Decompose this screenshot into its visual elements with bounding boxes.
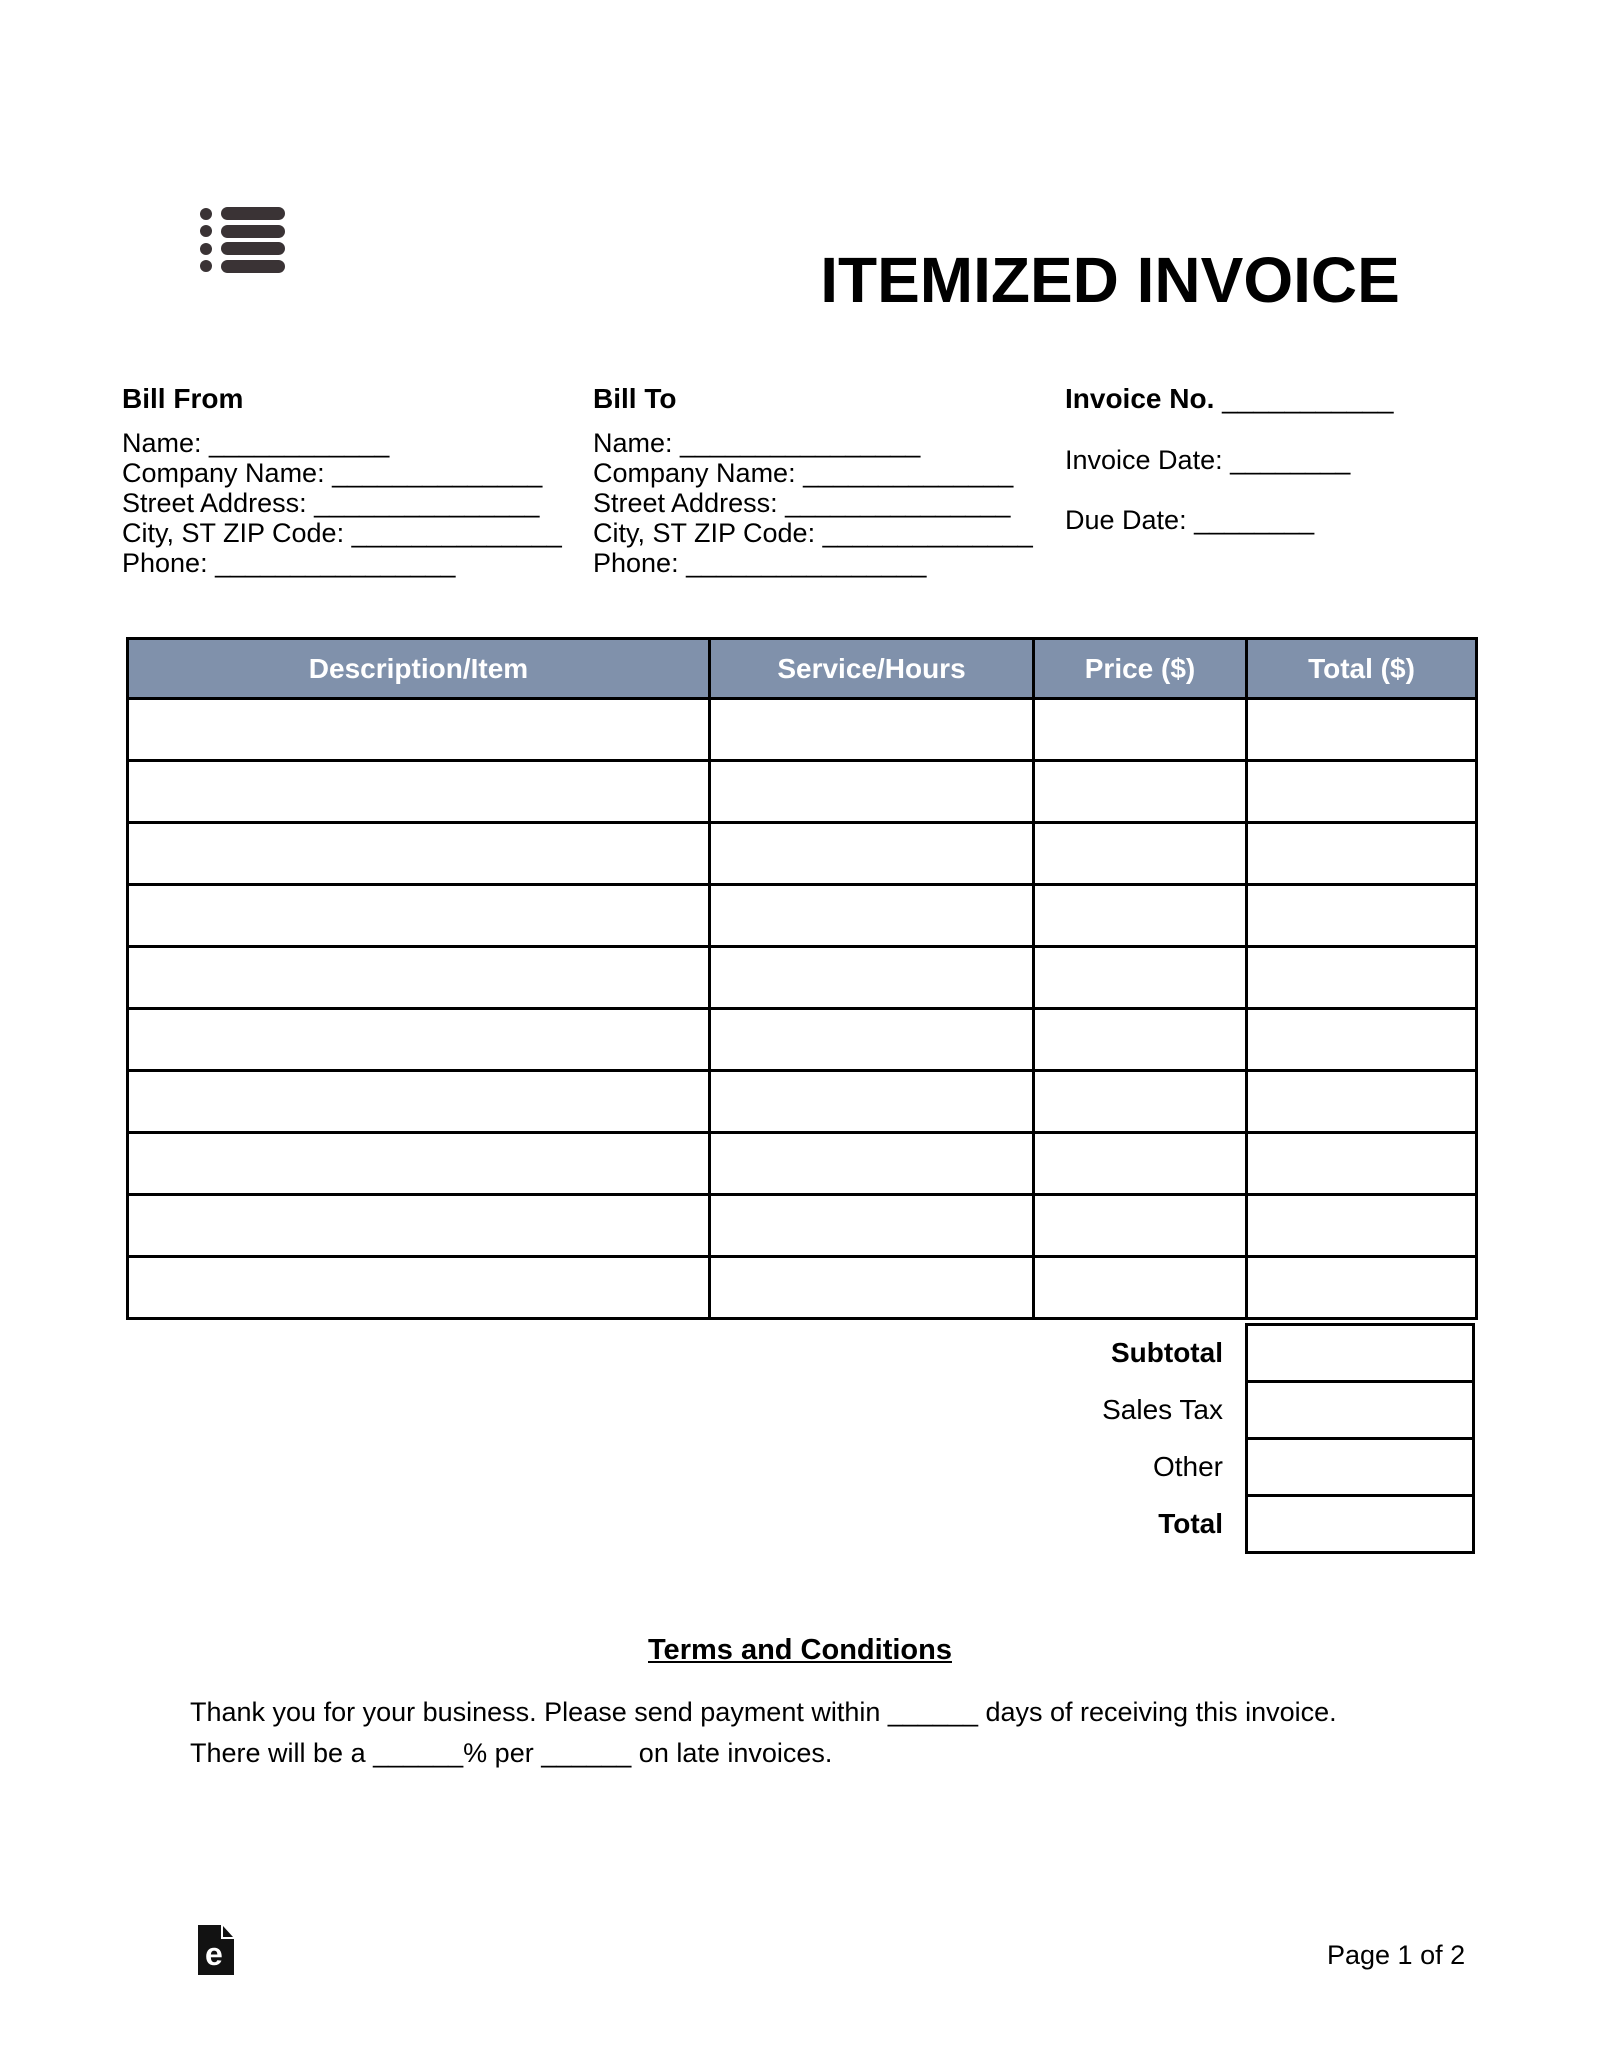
table-cell[interactable] <box>1247 699 1477 761</box>
table-row <box>128 885 1477 947</box>
page-number-label: Page 1 of 2 <box>1327 1940 1466 1970</box>
summary-row <box>126 1380 1475 1440</box>
table-row <box>128 699 1477 761</box>
summary-row <box>126 1437 1475 1497</box>
table-cell[interactable] <box>1034 1009 1247 1071</box>
list-icon-row <box>200 225 286 238</box>
table-cell[interactable] <box>128 1071 710 1133</box>
bill-to-name-field[interactable]: Name: ________________ <box>593 428 921 458</box>
table-cell[interactable] <box>128 1195 710 1257</box>
table-cell[interactable] <box>1034 761 1247 823</box>
summary-row <box>126 1323 1475 1383</box>
table-cell[interactable] <box>710 823 1034 885</box>
table-cell[interactable] <box>128 947 710 1009</box>
invoice-number-field[interactable] <box>1065 382 1495 415</box>
list-icon-row <box>200 207 286 220</box>
table-cell[interactable] <box>1034 947 1247 1009</box>
table-cell[interactable] <box>1034 1195 1247 1257</box>
table-cell[interactable] <box>710 1257 1034 1319</box>
bill-from-heading: Bill From <box>122 383 244 414</box>
other-label: Other <box>1152 1451 1223 1482</box>
table-cell[interactable] <box>1034 699 1247 761</box>
table-cell[interactable] <box>1034 823 1247 885</box>
table-cell[interactable] <box>128 699 710 761</box>
list-icon-row <box>200 260 286 273</box>
table-cell[interactable] <box>710 699 1034 761</box>
table-cell[interactable] <box>710 947 1034 1009</box>
bill-from-section <box>122 382 592 578</box>
table-cell[interactable] <box>128 1009 710 1071</box>
table-row <box>128 1009 1477 1071</box>
page-title: ITEMIZED INVOICE <box>820 244 1400 316</box>
bill-from-phone-field[interactable]: Phone: ________________ <box>122 548 456 578</box>
subtotal-label: Subtotal <box>1111 1337 1223 1368</box>
table-cell[interactable] <box>1247 1071 1477 1133</box>
table-cell[interactable] <box>128 885 710 947</box>
bill-to-city-field[interactable]: City, ST ZIP Code: ______________ <box>593 518 1033 548</box>
table-cell[interactable] <box>710 1133 1034 1195</box>
table-cell[interactable] <box>710 761 1034 823</box>
sales-tax-value-box[interactable] <box>1245 1380 1475 1440</box>
summary-row <box>126 1494 1475 1554</box>
other-value-box[interactable] <box>1245 1437 1475 1497</box>
items-table-body <box>128 699 1477 1319</box>
table-cell[interactable] <box>1247 947 1477 1009</box>
due-date-field[interactable]: Due Date: ________ <box>1065 505 1315 535</box>
table-row <box>128 761 1477 823</box>
svg-text:e: e <box>205 1936 223 1972</box>
table-cell[interactable] <box>710 885 1034 947</box>
table-row <box>128 1257 1477 1319</box>
table-cell[interactable] <box>1247 761 1477 823</box>
table-row <box>128 947 1477 1009</box>
table-cell[interactable] <box>1034 1133 1247 1195</box>
subtotal-value-box[interactable] <box>1245 1323 1475 1383</box>
column-header-price: Price ($) <box>1034 639 1247 699</box>
invoice-number-line[interactable]: ___________ <box>1214 383 1394 414</box>
table-cell[interactable] <box>1247 1195 1477 1257</box>
table-row <box>128 823 1477 885</box>
column-header-service-hours: Service/Hours <box>710 639 1034 699</box>
table-cell[interactable] <box>128 823 710 885</box>
invoice-meta-section <box>1065 382 1495 535</box>
table-row <box>128 1133 1477 1195</box>
summary-section <box>126 1323 1475 1554</box>
bill-to-company-field[interactable]: Company Name: ______________ <box>593 458 1014 488</box>
bill-from-city-field[interactable]: City, ST ZIP Code: ______________ <box>122 518 562 548</box>
table-cell[interactable] <box>128 1133 710 1195</box>
terms-body: Thank you for your business. Please send payment within ______ days of receiving this invoice. There will be a ______% per ______ on late invoices. <box>190 1697 1337 1768</box>
list-icon <box>200 207 286 273</box>
eforms-document-icon <box>198 1925 234 1975</box>
table-cell[interactable] <box>1247 885 1477 947</box>
table-cell[interactable] <box>128 761 710 823</box>
table-cell[interactable] <box>1247 823 1477 885</box>
column-header-description: Description/Item <box>128 639 710 699</box>
bill-to-section <box>593 382 1063 578</box>
column-header-total: Total ($) <box>1247 639 1477 699</box>
items-table-header-row <box>128 639 1477 699</box>
table-cell[interactable] <box>1034 885 1247 947</box>
total-label: Total <box>1158 1508 1223 1539</box>
bill-to-phone-field[interactable]: Phone: ________________ <box>593 548 927 578</box>
bill-to-street-field[interactable]: Street Address: _______________ <box>593 488 1011 518</box>
bill-from-street-field[interactable]: Street Address: _______________ <box>122 488 540 518</box>
table-cell[interactable] <box>1034 1257 1247 1319</box>
table-row <box>128 1071 1477 1133</box>
terms-heading: Terms and Conditions <box>648 1634 952 1666</box>
table-cell[interactable] <box>1034 1071 1247 1133</box>
table-row <box>128 1195 1477 1257</box>
table-cell[interactable] <box>710 1195 1034 1257</box>
table-cell[interactable] <box>1247 1009 1477 1071</box>
table-cell[interactable] <box>128 1257 710 1319</box>
total-value-box[interactable] <box>1245 1494 1475 1554</box>
table-cell[interactable] <box>710 1071 1034 1133</box>
list-icon-row <box>200 242 286 255</box>
bill-from-name-field[interactable]: Name: ____________ <box>122 428 390 458</box>
invoice-date-field[interactable]: Invoice Date: ________ <box>1065 445 1351 475</box>
bill-to-heading: Bill To <box>593 383 677 414</box>
table-cell[interactable] <box>1247 1133 1477 1195</box>
table-cell[interactable] <box>1247 1257 1477 1319</box>
table-cell[interactable] <box>710 1009 1034 1071</box>
invoice-number-label: Invoice No. <box>1065 383 1215 414</box>
items-table <box>126 637 1478 1320</box>
sales-tax-label: Sales Tax <box>1102 1394 1223 1425</box>
bill-from-company-field[interactable]: Company Name: ______________ <box>122 458 543 488</box>
